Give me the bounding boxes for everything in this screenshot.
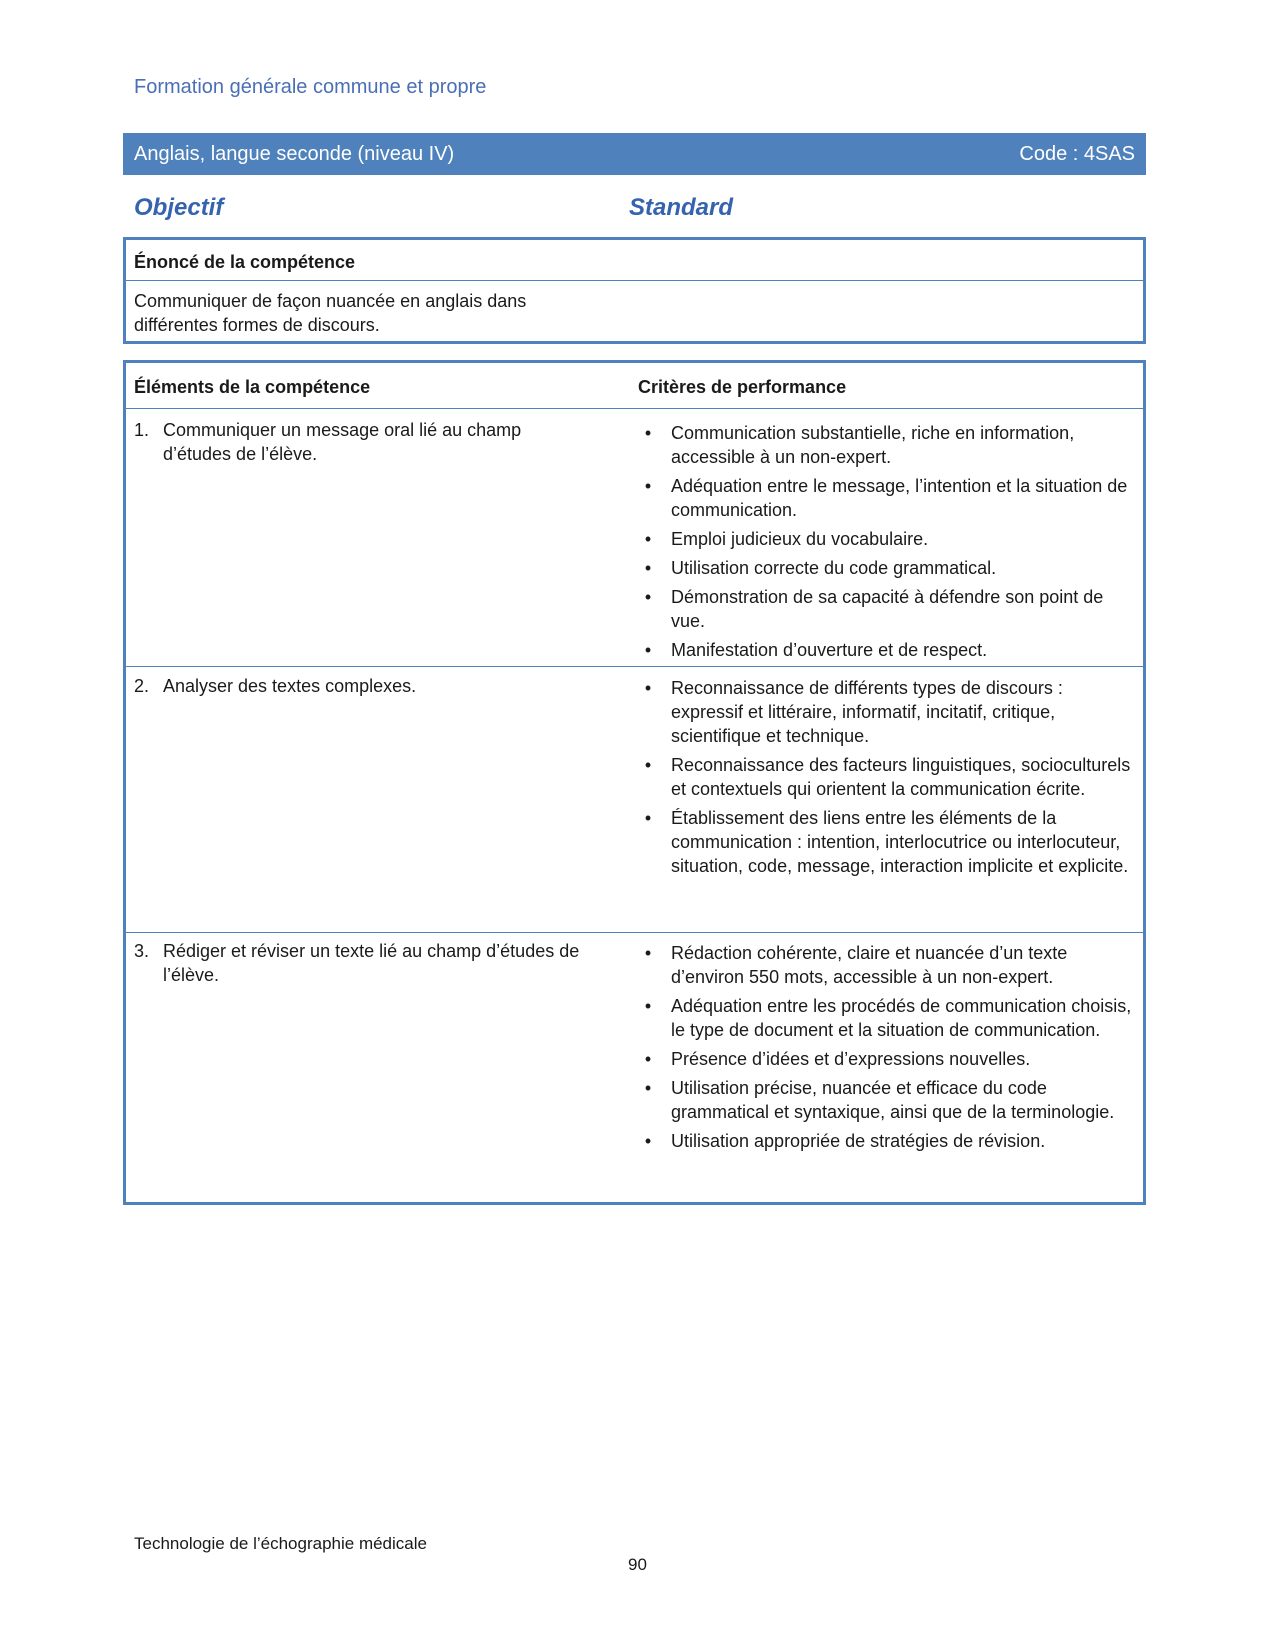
competence-table-header [126, 363, 1143, 409]
competence-element [134, 939, 594, 987]
criterion-text: Établissement des liens entre les éléments de la communication : intention, interlocutrice ou interlocuteur, situation, code, message, interaction implicite et explicite. [671, 808, 1129, 876]
list-item [638, 806, 1133, 878]
bullet-icon: • [644, 996, 652, 1016]
criterion-text: Reconnaissance des facteurs linguistiques, socioculturels et contextuels qui orientent la communication écrite. [671, 755, 1131, 799]
course-name: Anglais, langue seconde (niveau IV) [134, 142, 455, 165]
course-code: Code : 4SAS [1019, 142, 1135, 165]
bullet-icon: • [644, 529, 652, 549]
bullet-icon: • [644, 558, 652, 578]
list-item [638, 676, 1133, 748]
element-number: 3. [134, 941, 150, 961]
competence-element [134, 418, 594, 466]
column-header-criteria: Critères de performance [638, 377, 847, 397]
list-item [638, 753, 1133, 801]
list-item [638, 1076, 1133, 1124]
list-item [638, 474, 1133, 522]
competence-element [134, 674, 594, 698]
footer-program-name: Technologie de l’échographie médicale [134, 1534, 427, 1553]
criterion-text: Emploi judicieux du vocabulaire. [671, 529, 929, 549]
list-item [638, 994, 1133, 1042]
criterion-text: Manifestation d’ouverture et de respect. [671, 640, 988, 660]
list-item [638, 941, 1133, 989]
bullet-icon: • [644, 587, 652, 607]
bullet-icon: • [644, 640, 652, 660]
objectif-standard-row [134, 194, 1134, 224]
bullet-icon: • [644, 755, 652, 775]
criterion-text: Rédaction cohérente, claire et nuancée d’un texte d’environ 550 mots, accessible à un non-expert. [671, 943, 1068, 987]
bullet-icon: • [644, 943, 652, 963]
bullet-icon: • [644, 476, 652, 496]
criterion-text: Utilisation appropriée de stratégies de révision. [671, 1131, 1046, 1151]
standard-label: Standard [629, 194, 734, 221]
table-row [126, 409, 1143, 667]
criterion-text: Communication substantielle, riche en information, accessible à un non-expert. [671, 423, 1075, 467]
list-item [638, 527, 1133, 551]
competence-statement-title: Énoncé de la compétence [126, 240, 1143, 281]
criterion-text: Démonstration de sa capacité à défendre son point de vue. [671, 587, 1104, 631]
competence-table [123, 360, 1146, 1205]
table-row [126, 667, 1143, 933]
criteria-list [638, 941, 1133, 1153]
list-item [638, 585, 1133, 633]
list-item [638, 556, 1133, 580]
list-item [638, 421, 1133, 469]
element-text: Communiquer un message oral lié au champ d’études de l’élève. [163, 420, 522, 464]
element-number: 2. [134, 676, 150, 696]
bullet-icon: • [644, 1049, 652, 1069]
bullet-icon: • [644, 808, 652, 828]
bullet-icon: • [644, 1078, 652, 1098]
criterion-text: Adéquation entre le message, l’intention et la situation de communication. [671, 476, 1128, 520]
criterion-text: Adéquation entre les procédés de communication choisis, le type de document et la situation de communication. [671, 996, 1132, 1040]
criterion-text: Utilisation correcte du code grammatical. [671, 558, 997, 578]
bullet-icon: • [644, 423, 652, 443]
criterion-text: Reconnaissance de différents types de discours : expressif et littéraire, informatif, incitatif, critique, scientifique et technique. [671, 678, 1063, 746]
list-item [638, 1047, 1133, 1071]
course-title-bar [123, 133, 1146, 175]
column-header-elements: Éléments de la compétence [134, 377, 371, 397]
list-item [638, 638, 1133, 662]
element-number: 1. [134, 420, 150, 440]
element-text: Rédiger et réviser un texte lié au champ d’études de l’élève. [163, 941, 580, 985]
criteria-list [638, 676, 1133, 878]
page-number: 90 [628, 1555, 647, 1574]
criteria-list [638, 421, 1133, 662]
element-text: Analyser des textes complexes. [163, 676, 417, 696]
page-header-title: Formation générale commune et propre [134, 76, 487, 98]
criterion-text: Utilisation précise, nuancée et efficace du code grammatical et syntaxique, ainsi que de la terminologie. [671, 1078, 1115, 1122]
bullet-icon: • [644, 1131, 652, 1151]
bullet-icon: • [644, 678, 652, 698]
objectif-label: Objectif [134, 194, 224, 221]
table-row [126, 933, 1143, 1202]
competence-statement-text: Communiquer de façon nuancée en anglais dans différentes formes de discours. [134, 291, 527, 335]
list-item [638, 1129, 1133, 1153]
criterion-text: Présence d’idées et d’expressions nouvelles. [671, 1049, 1031, 1069]
competence-statement-box [123, 237, 1146, 344]
